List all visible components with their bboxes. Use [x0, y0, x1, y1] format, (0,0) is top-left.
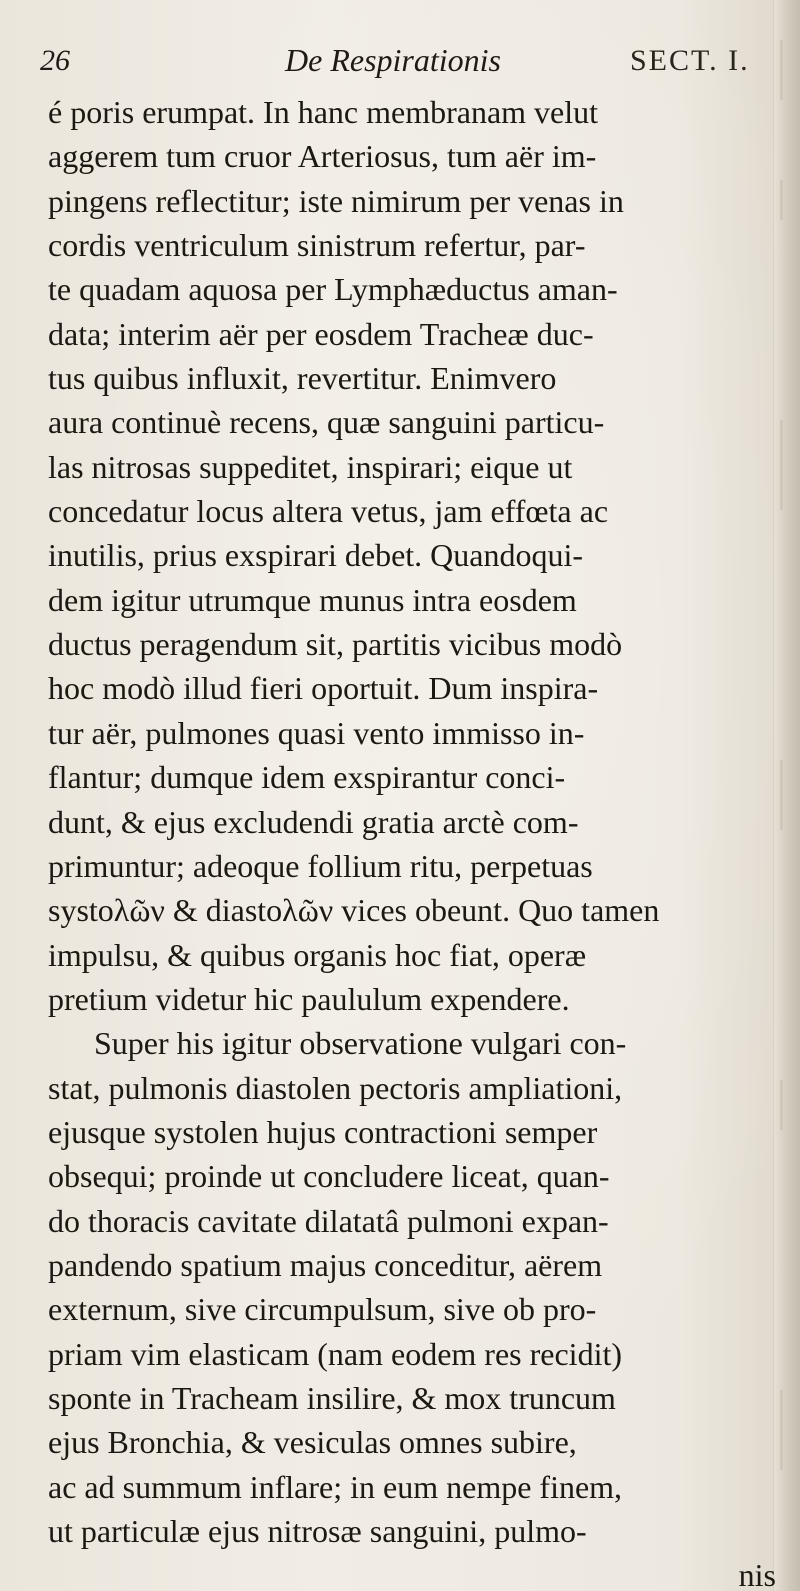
text-line: data; interim aër per eosdem Tracheæ duc- [48, 315, 594, 352]
text-line: flantur; dumque idem exspirantur conci- [48, 759, 566, 796]
text-line: dem igitur utrumque munus intra eosdem [48, 581, 577, 618]
text-line: dunt, & ejus excludendi gratia arctè com- [48, 803, 579, 840]
text-line: stat, pulmonis diastolen pectoris ampliationi, [48, 1069, 623, 1106]
text-line: priam vim elasticam (nam eodem res recidit) [48, 1335, 622, 1372]
text-line: aura continuè recens, quæ sanguini particu- [48, 404, 605, 441]
text-line: pandendo spatium majus conceditur, aërem [48, 1246, 603, 1283]
text-line: aggerem tum cruor Arteriosus, tum aër im- [48, 138, 597, 175]
text-line: externum, sive circumpulsum, sive ob pro- [48, 1291, 597, 1328]
text-line: las nitrosas suppeditet, inspirari; eique ut [48, 448, 573, 485]
text-line: concedatur locus altera vetus, jam effœta ac [48, 493, 609, 530]
text-line: ac ad summum inflare; in eum nempe finem, [48, 1468, 623, 1505]
body-text [48, 90, 778, 1591]
running-header [0, 38, 800, 88]
section-mark: SECT. I. [630, 44, 750, 77]
text-line: ejus Bronchia, & vesiculas omnes subire, [48, 1424, 577, 1461]
text-line: obsequi; proinde ut concludere liceat, quan- [48, 1158, 610, 1195]
text-line: tur aër, pulmones quasi vento immisso in- [48, 714, 585, 751]
text-line: systoλῶν & diastoλῶν vices obeunt. Quo tamen [48, 892, 660, 929]
text-line: do thoracis cavitate dilatatâ pulmoni expan- [48, 1202, 609, 1239]
catchword: nis [738, 1557, 776, 1591]
text-line: hoc modò illud fieri oportuit. Dum inspira- [48, 670, 599, 707]
text-line: tus quibus influxit, revertitur. Enimvero [48, 360, 557, 397]
running-title: De Respirationis [285, 42, 501, 78]
text-line: te quadam aquosa per Lymphæductus aman- [48, 271, 618, 308]
paragraph-start-line: Super his igitur observatione vulgari con- [94, 1025, 627, 1062]
text-line: ductus peragendum sit, partitis vicibus modò [48, 626, 623, 663]
text-line: sponte in Tracheam insilire, & mox truncum [48, 1379, 616, 1416]
text-line: é poris erumpat. In hanc membranam velut [48, 94, 599, 130]
text-line: pingens reflectitur; iste nimirum per venas in [48, 182, 624, 219]
text-line: impulsu, & quibus organis hoc fiat, operæ [48, 936, 587, 973]
text-line: cordis ventriculum sinistrum refertur, par- [48, 227, 586, 264]
text-line: ut particulæ ejus nitrosæ sanguini, pulmo- [48, 1513, 587, 1549]
text-line: primuntur; adeoque follium ritu, perpetuas [48, 847, 593, 884]
text-line: pretium videtur hic paululum expendere. [48, 980, 570, 1017]
page-number: 26 [40, 44, 70, 77]
text-line: ejusque systolen hujus contractioni semper [48, 1113, 598, 1150]
text-line: inutilis, prius exspirari debet. Quandoqui- [48, 537, 584, 574]
